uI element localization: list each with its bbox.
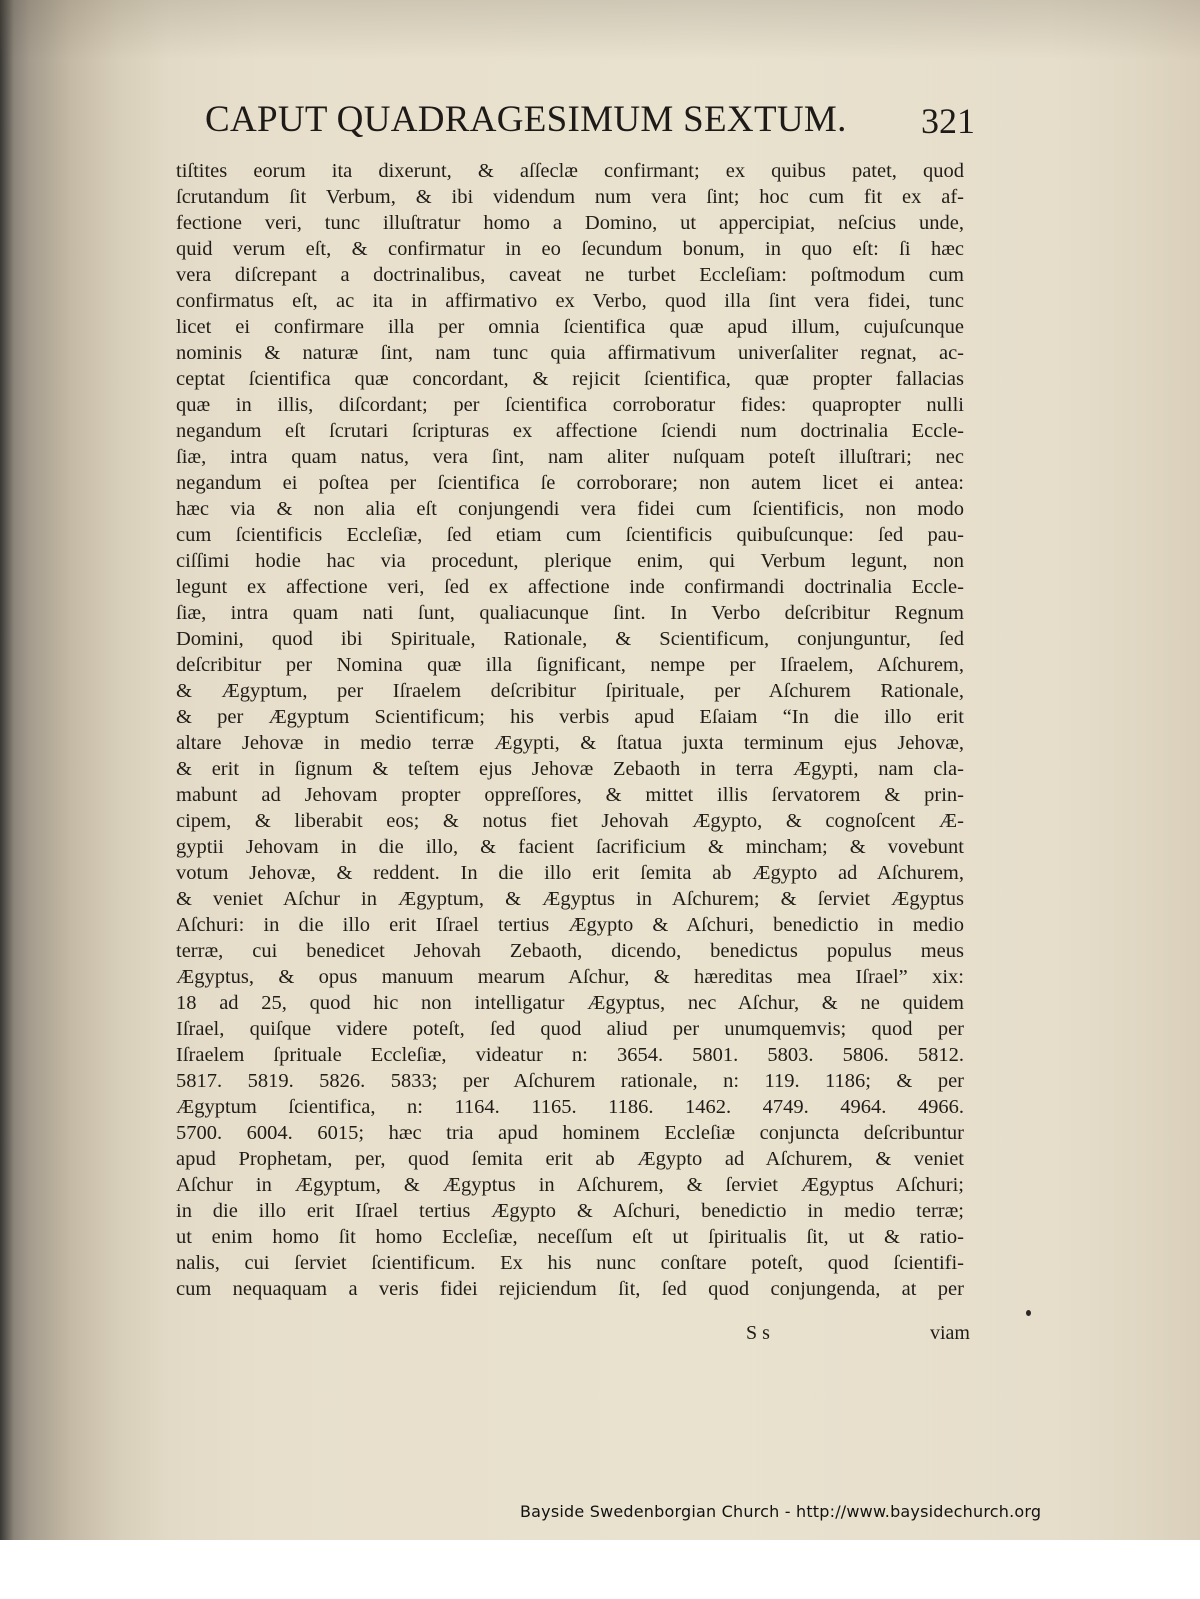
text-line: ciſſimi hodie hac via procedunt, plerique enim, qui Verbum legunt, non — [176, 550, 964, 572]
text-line: ut enim homo ſit homo Eccleſiæ, neceſſum eſt ut ſpiritualis ſit, ut & ratio- — [176, 1226, 964, 1248]
text-line: votum Jehovæ, & reddent. In die illo erit ſemita ab Ægypto ad Aſchurem, — [176, 862, 964, 884]
text-line: in die illo erit Iſrael tertius Ægypto & Aſchuri, benedictio in medio terræ; — [176, 1200, 964, 1222]
bottom-band — [0, 1540, 1200, 1599]
text-line: & erit in ſignum & teſtem ejus Jehovæ Zebaoth in terra Ægypti, nam cla- — [176, 758, 964, 780]
text-line: mabunt ad Jehovam propter oppreſſores, & mittet illis ſervatorem & prin- — [176, 784, 964, 806]
body-text — [176, 158, 964, 1302]
chapter-title: CAPUT QUADRAGESIMUM SEXTUM. — [205, 99, 847, 140]
catchword: viam — [930, 1322, 970, 1344]
text-line: Iſrael, quiſque videre poteſt, ſed quod aliud per unumquemvis; quod per — [176, 1018, 964, 1040]
ink-speck — [1026, 1310, 1031, 1316]
text-line: altare Jehovæ in medio terræ Ægypti, & ſtatua juxta terminum ejus Jehovæ, — [176, 732, 964, 754]
text-line: negandum eſt ſcrutari ſcripturas ex affectione ſciendi num doctrinalia Eccle- — [176, 420, 964, 442]
text-line: cum ſcientificis Eccleſiæ, ſed etiam cum ſcientificis quibuſcunque: ſed pau- — [176, 524, 964, 546]
text-line: 5700. 6004. 6015; hæc tria apud hominem Eccleſiæ conjuncta deſcribuntur — [176, 1122, 964, 1144]
signature-mark: S s — [746, 1322, 770, 1344]
text-line: gyptii Jehovam in die illo, & facient ſacrificium & mincham; & vovebunt — [176, 836, 964, 858]
text-line: Ægyptus, & opus manuum mearum Aſchur, & hæreditas mea Iſrael” xix: — [176, 966, 964, 988]
text-line: Ægyptum ſcientifica, n: 1164. 1165. 1186. 1462. 4749. 4964. 4966. — [176, 1096, 964, 1118]
text-line: 18 ad 25, quod hic non intelligatur Ægyptus, nec Aſchur, & ne quidem — [176, 992, 964, 1014]
text-line: ceptat ſcientifica quæ concordant, & rejicit ſcientifica, quæ propter fallacias — [176, 368, 964, 390]
text-line: & veniet Aſchur in Ægyptum, & Ægyptus in Aſchurem; & ſerviet Ægyptus — [176, 888, 964, 910]
text-line: ſiæ, intra quam nati ſunt, qualiacunque ſint. In Verbo deſcribitur Regnum — [176, 602, 964, 624]
page-number: 321 — [921, 101, 975, 141]
text-line: quid verum eſt, & confirmatur in eo ſecundum bonum, in quo eſt: ſi hæc — [176, 238, 964, 260]
text-line: ſcrutandum ſit Verbum, & ibi videndum num vera ſint; hoc cum fit ex af- — [176, 186, 964, 208]
text-line: Aſchur in Ægyptum, & Ægyptus in Aſchurem, & ſerviet Ægyptus Aſchuri; — [176, 1174, 964, 1196]
text-line: licet ei confirmare illa per omnia ſcientifica quæ apud illum, cujuſcunque — [176, 316, 964, 338]
text-line: Aſchuri: in die illo erit Iſrael tertius Ægypto & Aſchuri, benedictio in medio — [176, 914, 964, 936]
text-line: Domini, quod ibi Spirituale, Rationale, & Scientificum, conjunguntur, ſed — [176, 628, 964, 650]
text-line: Iſraelem ſprituale Eccleſiæ, videatur n: 3654. 5801. 5803. 5806. 5812. — [176, 1044, 964, 1066]
text-line: confirmatus eſt, ac ita in affirmativo ex Verbo, quod illa ſint vera fidei, tunc — [176, 290, 964, 312]
text-line: cum nequaquam a veris fidei rejiciendum ſit, ſed quod conjungenda, at per — [176, 1278, 964, 1300]
text-line: quæ in illis, diſcordant; per ſcientifica corroboratur fides: quapropter nulli — [176, 394, 964, 416]
watermark: Bayside Swedenborgian Church - http://www.baysidechurch.org — [520, 1502, 1042, 1521]
text-line: deſcribitur per Nomina quæ illa ſignificant, nempe per Iſraelem, Aſchurem, — [176, 654, 964, 676]
text-line: terræ, cui benedicet Jehovah Zebaoth, dicendo, benedictus populus meus — [176, 940, 964, 962]
text-line: hæc via & non alia eſt conjungendi vera fidei cum ſcientificis, non modo — [176, 498, 964, 520]
text-line: fectione veri, tunc illuſtratur homo a Domino, ut appercipiat, neſcius unde, — [176, 212, 964, 234]
text-line: legunt ex affectione veri, ſed ex affectione inde confirmandi doctrinalia Eccle- — [176, 576, 964, 598]
text-line: nominis & naturæ ſint, nam tunc quia affirmativum univerſaliter regnat, ac- — [176, 342, 964, 364]
page-shading — [0, 0, 1200, 60]
text-line: apud Prophetam, per, quod ſemita erit ab Ægypto ad Aſchurem, & veniet — [176, 1148, 964, 1170]
text-line: negandum ei poſtea per ſcientifica ſe corroborare; non autem licet ei antea: — [176, 472, 964, 494]
text-line: cipem, & liberabit eos; & notus fiet Jehovah Ægypto, & cognoſcent Æ- — [176, 810, 964, 832]
text-line: & Ægyptum, per Iſraelem deſcribitur ſpirituale, per Aſchurem Rationale, — [176, 680, 964, 702]
running-head — [205, 98, 975, 158]
text-line: ſiæ, intra quam natus, vera ſint, nam aliter nuſquam poteſt illuſtrari; nec — [176, 446, 964, 468]
page-footer — [176, 1322, 970, 1348]
text-line: tiſtites eorum ita dixerunt, & aſſeclæ confirmant; ex quibus patet, quod — [176, 160, 964, 182]
text-line: vera diſcrepant a doctrinalibus, caveat ne turbet Eccleſiam: poſtmodum cum — [176, 264, 964, 286]
text-line: nalis, cui ſerviet ſcientificum. Ex his nunc conſtare poteſt, quod ſcientifi- — [176, 1252, 964, 1274]
text-line: 5817. 5819. 5826. 5833; per Aſchurem rationale, n: 119. 1186; & per — [176, 1070, 964, 1092]
text-line: & per Ægyptum Scientificum; his verbis apud Eſaiam “In die illo erit — [176, 706, 964, 728]
